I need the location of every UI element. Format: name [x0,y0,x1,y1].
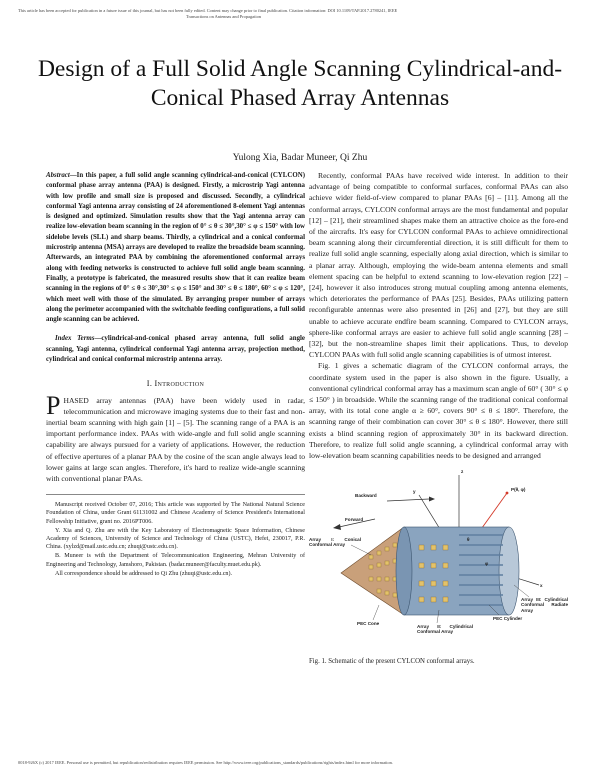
cyl-patch [431,545,436,550]
label-array2: Array II: Cylindrical Conformal Array [417,624,473,635]
footnotes [46,494,305,578]
running-header [18,8,584,20]
label-pec-cylinder: PEC Cylinder [493,616,523,622]
cylinder-front-face [396,527,412,615]
header-line-1: This article has been accepted for publication in a future issue of this journal, but has not been fully edited. Content may change prior to final publication. Citation information: DOI 10.1109/TAP.2017.2780241, IEEE [18,8,398,13]
label-backward: Backward [355,493,377,499]
body-paragraph: Recently, conformal PAAs have received wide interest. In addition to their advantage of being compatible to conformal surfaces, conformal PAAs can also achieve wider field-of-view compared to planar PAAs [6] – [11]. Among all the conformal arrays, CYLCON conformal arrays are the most fundamental and popular [12] – [21], their streamlined shapes make them an attractive choice as the fore-end of the aircrafts. It's easy for CYLCON conformal PAAs to achieve omnidirectional beam scanning along their circumferential direction, it is still difficult for them to realize full solid angle scanning, especially along axial direction, which is similar to a planar array. Although, employing the wide-beam antenna elements and small element spacing can be helpful to extend scanning to low-elevation region [22] – [24], however it also introduces strong mutual coupling among antenna elements, which deteriorates the performance of PAAs [25]. Besides, PAAs utilizing pattern reconfigurable antennas were also presented in [26] and [27], but they are still unable to achieve accurate endfire beam scanning. Compared to CYLCON arrays, sphere-like conformal arrays are easier to achieve full solid angle scanning [28] – [32], but the non-streamline shapes limit their applications. Thus, to develop CYLCON PAAs with full solid angle scanning capabilities is of utmost interest. [309,171,568,360]
index-terms-label: Index Terms [55,335,95,343]
abstract-label: Abstract [46,172,70,179]
cone-patch [385,561,389,565]
abstract [46,171,305,325]
left-column [46,170,305,579]
cone-patch [377,563,381,567]
cyl-patch [419,597,424,602]
footnote: Manuscript received October 07, 2016; This article was supported by The National Natural Science Foundation of China, under Grant 61131002 and Chinese Academy of Science President's International Fellowship Initiative, grant no. 2016PT006. [46,502,305,525]
footnote: All correspondence should be addressed to Qi Zhu (zhuqi@ustc.edu.cn). [55,570,233,577]
cone-patch [377,589,381,593]
cyl-patch [443,545,448,550]
cone-patch [377,577,381,581]
cyl-patch [431,563,436,568]
backward-arrowhead [429,497,435,502]
label-theta: θ [467,537,470,543]
paper-title: Design of a Full Solid Angle Scanning Cylindrical-and-Conical Phased Array Antennas [37,56,563,111]
index-terms-text: —cylindrical-and-conical phased array antenna, full solid angle scanning, Yagi antenna, cylindrical conformal Yagi antenna array, projection method, cylindrical and conical conformal microstrip antenna array. [46,335,305,364]
cyl-patch [443,563,448,568]
figure-1 [309,465,568,655]
cone-patch [393,543,397,547]
cone-patch [385,591,389,595]
page-footer: 0018-926X (c) 2017 IEEE. Personal use is permitted, but republication/redistribution requires IEEE permission. See http://www.ieee.org/publications_standards/publications/rights/index.html for more information. [18,760,393,765]
section-heading [46,378,305,389]
header-line-2: Transactions on Antennas and Propagation [186,14,261,19]
right-column [309,170,568,666]
cyl-patch [431,597,436,602]
point-p [506,492,509,495]
cone-patch [369,555,373,559]
drop-cap: P [46,390,61,420]
cylcon-schematic [309,465,568,645]
cyl-patch [443,597,448,602]
index-terms [46,334,305,365]
label-array3: Array III: Cylindrical Conformal Radiate Array [521,597,568,613]
section-title: Introduction [154,379,205,389]
intro-paragraph [46,390,305,485]
footnote: Y. Xia and Q. Zhu are with the Key Laboratory of Electromagnetic Space Information, Chinese Academy of Sciences, University of Science and Technology of China (USTC), Hefei, 230017, P.R. China. (xylzd@mail.ustc.edu.cn; zhuqi@ustc.edu.cn). [46,527,305,551]
cone-patch [377,551,381,555]
label-array1: Array I: Conical Conformal Array [309,537,361,548]
label-axis-z: z [461,469,464,475]
intro-paragraph-text: HASED array antennas (PAA) have been widely used in radar, telecommunication and microwave imaging systems due to their fast and non-inertial beam scanning with high gain [1] – [5]. The scanning range of a PAA is an important performance index. PAAs with wide-angle and full solid angle scanning capability are always pursued for a variety of applications. However, the reduction of effective apertures of a planar PAA by the cosine of the scan angle always lead to lower gains at large scan angles. Therefore, it's hard to realize wide-angle scanning with conventional planar PAAs. [46,395,305,483]
section-number: I. [146,379,153,389]
figure-caption: Fig. 1. Schematic of the present CYLCON conformal arrays. [309,658,475,666]
label-pec-cone: PEC Cone [357,621,380,627]
label-phi: φ [485,561,489,567]
cone-patch [369,565,373,569]
body-paragraph: Fig. 1 gives a schematic diagram of the CYLCON conformal arrays, the coordinate system used in the paper is also shown in the figure. Usually, a conventional cylindrical conformal array has a maximum scan angle of 60° ( 30° ≤ φ ≤ 150° ) in broadside. While the scanning range of the traditional conical conformal array, with its total cone angle α ≥ 60°, covers 90° ≤ θ ≤ 180°. Therefore, the scanning range of their combination can cover 30° ≤ θ ≤ 180°. However, there still exists a blind scanning region of approximately 30° in its backward direction. Therefore, to realize full solid angle scanning, a cylindrical conformal array with low-elevation beam scanning capabilities needs to be designed and arranged [309,361,568,461]
cyl-patch [443,581,448,586]
forward-arrowhead [333,524,341,530]
abstract-text: —In this paper, a full solid angle scanning cylindrical-and-conical (CYLCON) conformal phase array antenna (PAA) is designed. Firstly, a microstrip Yagi antenna with low profile and small size is proposed and discussed. Secondly, a cylindrical conformal Yagi antenna array consisting of 24 aforementioned 8-element Yagi antennas is designed and optimized. Simulation results show that the Yagi antenna array can realize low-elevation beam scanning in the region of 0° ≤ θ ≤ 30°,30° ≤ φ ≤ 150° with low sidelobe levels (SLL) and sharp beams. Thirdly, a cylindrical and a conical conformal microstrip antenna (MSA) arrays are developed to realize the broadside beam scanning. Afterwards, an integrated PAA by combining the aforementioned conformal arrays along with feeding networks is constructed to achieve full solid angle beam scanning. Finally, a prototype is fabricated, the measured results show that it can realize beam scanning in the regions of 0° ≤ θ ≤ 30°,30° ≤ φ ≤ 150° and 30° ≤ θ ≤ 180°, 60° ≤ φ ≤ 120°, which meet well with those of the simulated. By arranging proper number of arrays along the perimeter accompanied with the switchable feeding configurations, a full solid angle scanning can be achieved. [46,172,305,324]
label-axis-x: x [540,583,543,589]
label-point: P(θ, φ) [511,487,526,493]
label-forward: Forward [345,517,364,523]
cyl-patch [419,563,424,568]
cone-patch [385,577,389,581]
cyl-patch [419,545,424,550]
cone-patch [393,593,397,597]
leader-pec-cone [373,605,379,620]
author-list: Yulong Xia, Badar Muneer, Qi Zhu [232,153,368,163]
cyl-patch [419,581,424,586]
cone-patch [369,577,373,581]
cyl-patch [431,581,436,586]
label-axis-y: y [413,489,416,495]
footnote: B. Muneer is with the Department of Telecommunication Engineering, Mehran University of Engineering and Technology, Jamshoro, Pakistan. (badar.muneer@faculty.muet.edu.pk). [46,553,305,568]
cylinder-back-face [499,527,519,615]
cone-patch [385,547,389,551]
